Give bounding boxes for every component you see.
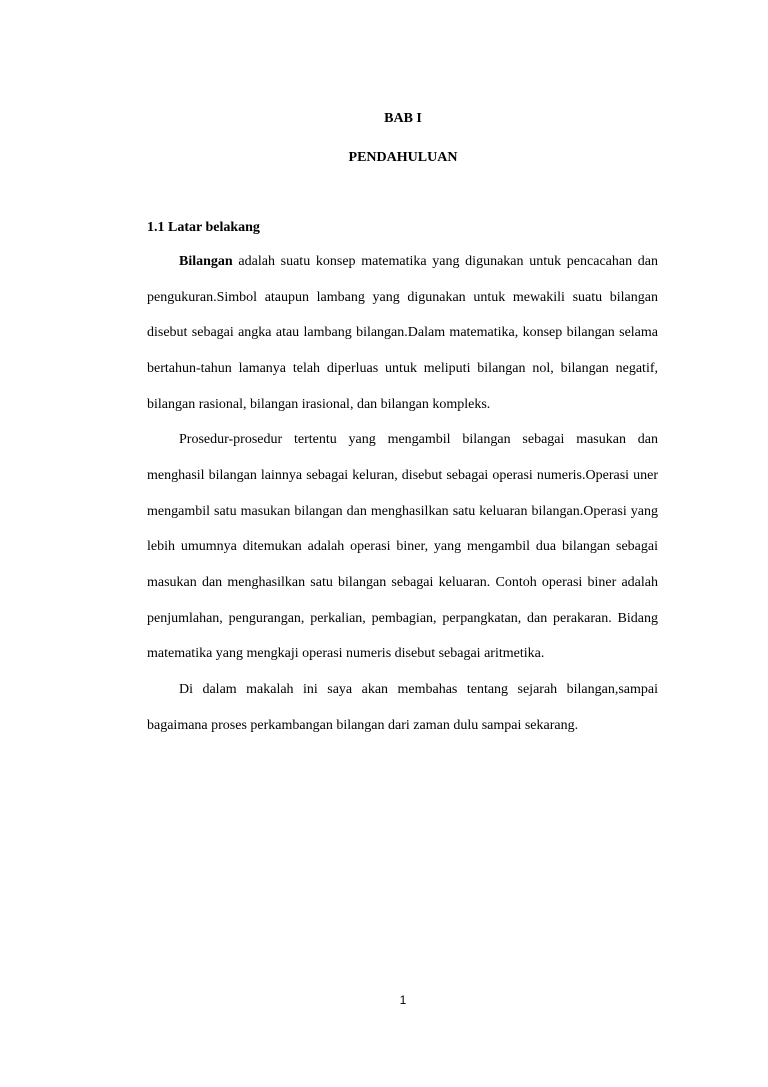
paragraph-3	[147, 672, 658, 743]
chapter-number: BAB I	[384, 111, 422, 126]
paragraph-2-text: Prosedur-prosedur tertentu yang mengambil bilangan sebagai masukan dan menghasil bilangan lainnya sebagai keluran, disebut sebagai operasi numeris.Operasi uner mengambil satu masukan bilangan dan menghasilkan satu keluaran bilangan.Operasi yang lebih umumnya ditemukan adalah operasi biner, yang mengambil dua bilangan sebagai masukan dan menghasilkan satu bilangan sebagai keluaran. Contoh operasi biner adalah penjumlahan, pengurangan, perkalian, pembagian, perpangkatan, dan perakaran. Bidang matematika yang mengkaji operasi numeris disebut sebagai aritmetika.	[147, 432, 658, 662]
paragraph-1-text: adalah suatu konsep matematika yang digunakan untuk pencacahan dan pengukuran.Simbol ataupun lambang yang digunakan untuk mewakili suatu bilangan disebut sebagai angka atau lambang bilangan.Dalam matematika, konsep bilangan selama bertahun-tahun lamanya telah diperluas untuk meliputi bilangan nol, bilangan negatif, bilangan rasional, bilangan irasional, dan bilangan kompleks.	[147, 254, 658, 412]
paragraph-3-text: Di dalam makalah ini saya akan membahas tentang sejarah bilangan,sampai bagaimana proses perkambangan bilangan dari zaman dulu sampai sekarang.	[147, 681, 658, 733]
paragraph-1	[147, 244, 658, 422]
body-text	[147, 244, 658, 743]
paragraph-2	[147, 422, 658, 672]
page-number: 1	[399, 993, 407, 1007]
section-heading: 1.1 Latar belakang	[147, 220, 260, 235]
paragraph-1-term: Bilangan	[179, 254, 233, 269]
chapter-title: PENDAHULUAN	[348, 150, 458, 165]
